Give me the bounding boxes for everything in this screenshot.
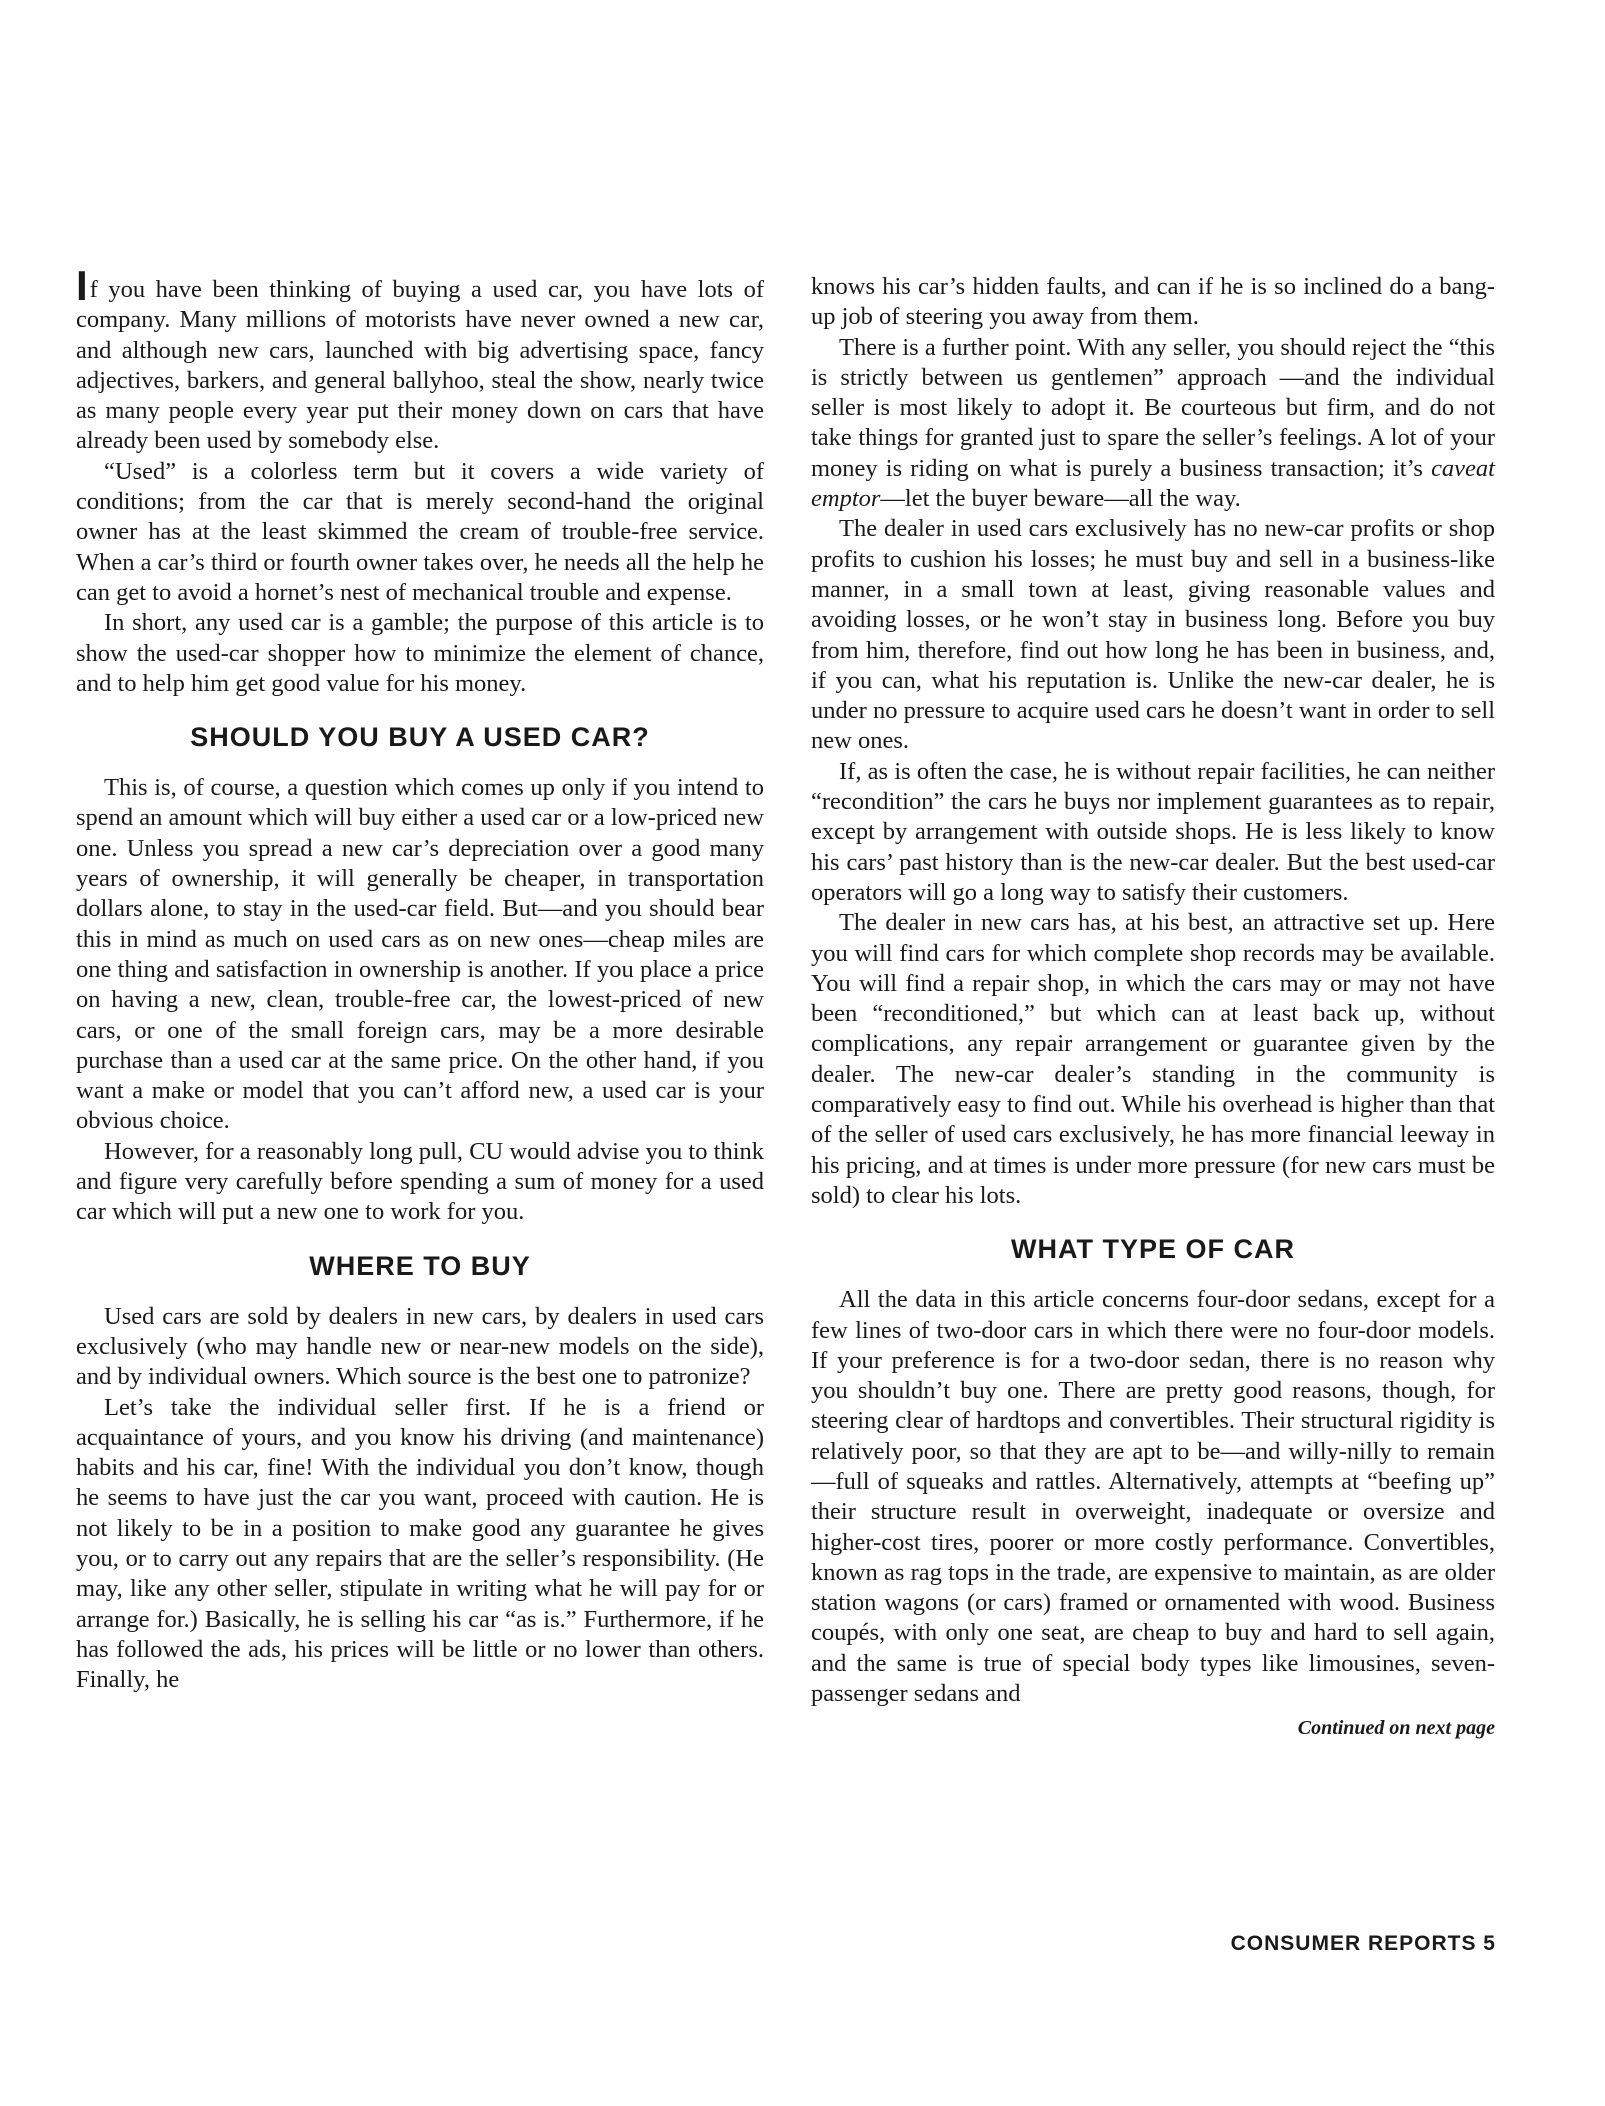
should-buy-paragraph-2: However, for a reasonably long pull, CU would advise you to think and figure very carefully before spending a sum of money for a used car which will put a new one to work for you. [76, 1137, 764, 1226]
heading-should-you-buy: SHOULD YOU BUY A USED CAR? [190, 722, 650, 753]
intro-paragraph-1 [76, 262, 764, 457]
continued-paragraph-2 [811, 333, 1495, 515]
continued-on-next-page-note: Continued on next page [1297, 1717, 1495, 1740]
heading-what-type-of-car: WHAT TYPE OF CAR [1011, 1234, 1295, 1265]
intro-paragraph-1-text: f you have been thinking of buying a used car, you have lots of company. Many millions of motorists have never owned a new car, and although new cars, launched with big advertising space, fancy adjectives, barkers, and general ballyhoo, steal the show, nearly twice as many people every year put their money down on cars that have already been used by somebody else. [76, 276, 764, 455]
heading-where-to-buy: WHERE TO BUY [309, 1250, 531, 1281]
where-buy-paragraph-2: Let’s take the individual seller first. If he is a friend or acquaintance of yours, and you know his driving (and maintenance) habits and his car, fine! With the individual you don’t know, though he seems to have just the car you want, proceed with caution. He is not likely to be in a position to make good any guarantee he gives you, or to carry out any repairs that are the seller’s responsibility. (He may, like any other seller, stipulate in writing what he will pay for or arrange for.) Basically, he is selling his car “as is.” Furthermore, if he has followed the ads, his prices will be little or no lower than others. Finally, he [76, 1393, 764, 1694]
new-car-dealer-paragraph: The dealer in new cars has, at his best, an attractive set up. Here you will find cars for which complete shop records may be available. You will find a repair shop, in which the cars may or may not have been “reconditioned,” but which can at least back up, without complications, any repair arrangement or guarantee given by the dealer. The new-car dealer’s standing in the community is comparatively easy to find out. While his overhead is higher than that of the seller of used cars exclusively, he has more financial leeway in his pricing, and at times is under more pressure (for new cars must be sold) to clear his lots. [811, 909, 1495, 1209]
drop-cap: I [76, 262, 88, 309]
where-buy-paragraph-1: Used cars are sold by dealers in new cars, by dealers in used cars exclusively (who may handle new or near-new models on the side), and by individual owners. Which source is the best one to patronize? [76, 1302, 764, 1391]
intro-paragraph-3: In short, any used car is a gamble; the purpose of this article is to show the used-car shopper how to minimize the element of chance, and to help him get good value for his money. [76, 609, 764, 697]
should-buy-paragraph-1: This is, of course, a question which comes up only if you intend to spend an amount which will buy either a used car or a low-priced new one. Unless you spread a new car’s depreciation over a good many years of ownership, it will generally be cheaper, in transportation dollars alone, to stay in the used-car field. But—and you should bear this in mind as much on used cars as on new ones—cheap miles are one thing and satisfaction in ownership is another. If you place a price on having a new, clean, trouble-free car, the lowest-priced of new cars, or one of the small foreign cars, may be a more desirable purchase than a used car at the same price. On the other hand, if you want a make or model that you can’t afford new, a used car is your obvious choice. [76, 774, 764, 1135]
used-car-dealer-paragraph: The dealer in used cars exclusively has no new-car profits or shop profits to cushion his losses; he must buy and sell in a business-like manner, in a small town at least, giving reasonable values and avoiding losses, or he won’t stay in business long. Before you buy from him, therefore, find out how long he has been in business, and, if you can, what his reputation is. Unlike the new-car dealer, he is under no pressure to acquire used cars he doesn’t want in order to sell new ones. [811, 515, 1495, 755]
intro-paragraph-2: “Used” is a colorless term but it covers a wide variety of conditions; from the car that is merely second-hand the original owner has at the least skimmed the cream of trouble-free service. When a car’s third or fourth owner takes over, he needs all the help he can get to avoid a hornet’s nest of mechanical trouble and expense. [76, 457, 764, 606]
right-column [811, 272, 1495, 1740]
continued-paragraph-2-text-a: There is a further point. With any seller, you should reject the “this is strictly between us gentlemen” approach —and the individual seller is most likely to adopt it. Be courteous but firm, and do not take things for granted just to spare the seller’s feelings. A lot of your money is riding on what is purely a business transaction; it’s [811, 333, 1495, 482]
continued-paragraph-2-text-b: —let the buyer beware—all the way. [880, 485, 1241, 513]
type-paragraph-1: All the data in this article concerns four-door sedans, except for a few lines of two-door cars in which there were no four-door models. If your preference is for a two-door sedan, there is no reason why you shouldn’t buy one. There are pretty good reasons, though, for steering clear of hardtops and convertibles. Their structural rigidity is relatively poor, so that they are apt to be—and willy-nilly to remain—full of squeaks and rattles. Alternatively, attempts at “beefing up” their structure result in overweight, inadequate or oversize and higher-cost tires, poorer or more costly performance. Convertibles, known as rag tops in the trade, are expensive to maintain, as are older station wagons (or cars) framed or ornamented with wood. Business coupés, with only one seat, are cheap to buy and hard to sell again, and the same is true of special body types like limousines, seven-passenger sedans and [811, 1286, 1495, 1708]
left-column [76, 262, 764, 1695]
page-folio: CONSUMER REPORTS 5 [1230, 1932, 1496, 1955]
continued-paragraph-1: knows his car’s hidden faults, and can if he is so inclined do a bang-up job of steering you away from them. [811, 273, 1495, 331]
repair-facilities-paragraph: If, as is often the case, he is without repair facilities, he can neither “recondition” the cars he buys nor implement guarantees as to repair, except by arrangement with outside shops. He is less likely to know his cars’ past history than is the new-car dealer. But the best used-car operators will go a long way to satisfy their customers. [811, 757, 1495, 906]
caveat-emptor-phrase: caveat emptor [811, 454, 1495, 513]
